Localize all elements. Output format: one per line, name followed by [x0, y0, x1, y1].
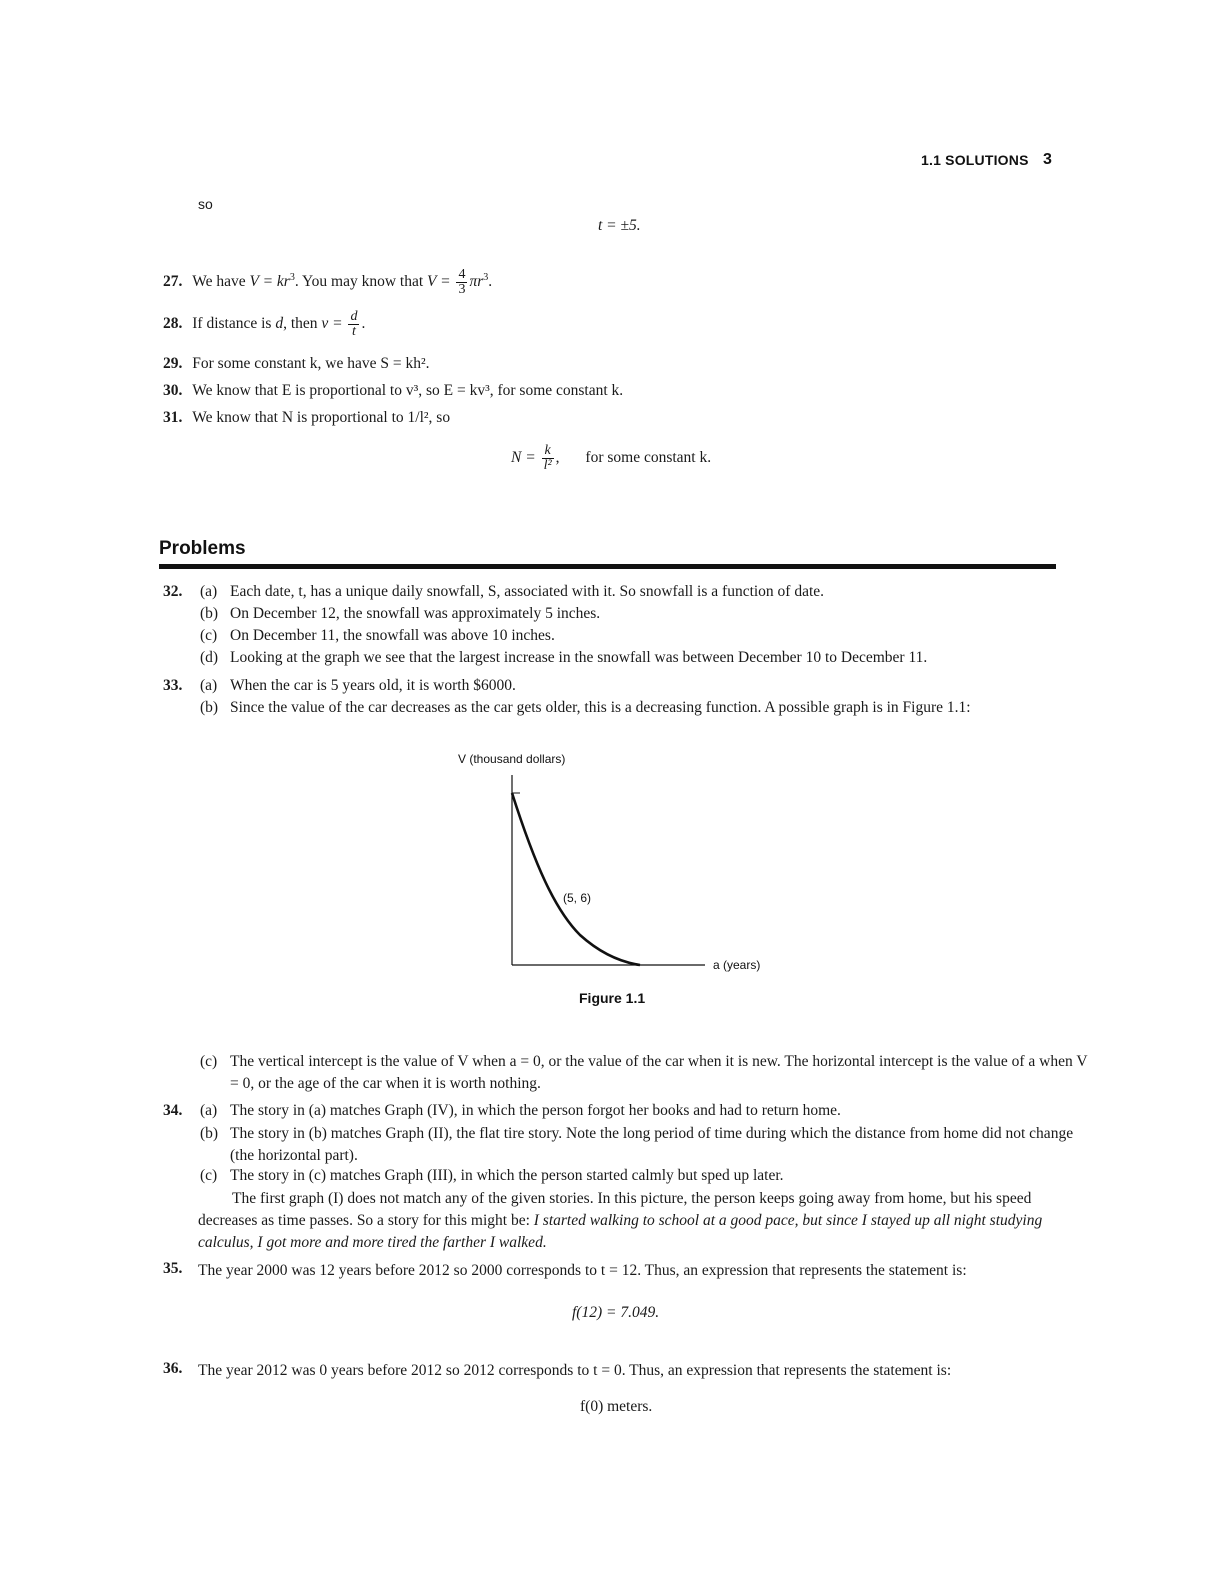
problem-35-equation: f(12) = 7.049.: [572, 1304, 660, 1321]
figure-1-1-graph: [500, 770, 720, 980]
problem-32c: (c) On December 11, the snowfall was above 10 inches.: [200, 627, 555, 644]
problem-33b: (b) Since the value of the car decreases as the car gets older, this is a decreasing function. A possible graph is in Figure 1.1:: [200, 699, 971, 716]
problem-35-text: The year 2000 was 12 years before 2012 so 2000 corresponds to t = 12. Thus, an expression that represents the statement is:: [198, 1262, 967, 1279]
section-title-problems: Problems: [159, 538, 246, 559]
problem-number-32: 32.: [163, 583, 183, 600]
problem-36-equation: f(0) meters.: [580, 1398, 653, 1415]
problem-36-text: The year 2012 was 0 years before 2012 so 2012 corresponds to t = 0. Thus, an expression that represents the statement is:: [198, 1362, 952, 1379]
figure-point-label: (5, 6): [563, 891, 592, 905]
section-rule: [159, 564, 1056, 569]
fraction: $\frac{d}{t}$: [350, 309, 358, 339]
problem-32b: (b) On December 12, the snowfall was approximately 5 inches.: [200, 605, 601, 622]
problem-33c: (c) The vertical intercept is the value of V when a = 0, or the value of the car when it is new. The horizontal intercept is the value of a when V = 0, or the age of the car when it is worth nothing.: [200, 1053, 1088, 1092]
solution-29: 29. For some constant k, we have S = kh².: [163, 355, 430, 372]
problem-number-33: 33.: [163, 677, 183, 694]
figure-y-axis-label: V (thousand dollars): [458, 752, 566, 766]
solution-number: 27.: [163, 273, 183, 291]
page-number: 3: [1043, 151, 1053, 168]
problem-34-paragraph: The first graph (I) does not match any of the given stories. In this picture, the person keeps going away from home, but his speed decreases as time passes. So a story for this might be: I started walking to school at a good pace, but since I stayed up all night studying calculus, I got more and more tired the farther I walked.: [198, 1190, 1043, 1251]
problem-number-34: 34.: [163, 1102, 183, 1119]
solution-30: 30. We know that E is proportional to v³, so E = kv³, for some constant k.: [163, 382, 624, 399]
problem-number-35: 35.: [163, 1260, 183, 1277]
problem-34c: (c) The story in (c) matches Graph (III), in which the person started calmly but sped up later.: [200, 1167, 784, 1184]
problem-34b: (b) The story in (b) matches Graph (II), the flat tire story. Note the long period of time during which the distance from home did not change (the horizontal part).: [200, 1125, 1074, 1164]
running-header-section: 1.1 SOLUTIONS: [921, 152, 1029, 168]
figure-x-axis-label: a (years): [713, 958, 761, 972]
solution-27: 27. We have $V = kr^3$. You may know that V = $\frac{4}{3}$ $\pi r^3$.: [163, 267, 493, 297]
problem-32d: (d) Looking at the graph we see that the largest increase in the snowfall was between December 10 to December 11.: [200, 649, 928, 666]
problem-33a: (a) When the car is 5 years old, it is worth $6000.: [200, 677, 516, 694]
fraction: $\frac{4}{3}$: [458, 267, 466, 297]
problem-number-36: 36.: [163, 1360, 183, 1377]
solution-28: 28. If distance is d, then v = $\frac{d}{t}$ .: [163, 309, 366, 339]
figure-caption: Figure 1.1: [579, 990, 646, 1006]
solution-31: 31. We know that N is proportional to 1/l², so: [163, 409, 451, 426]
fraction: $\frac{k}{\text{l²}}$: [543, 443, 552, 473]
problem-34a: (a) The story in (a) matches Graph (IV), in which the person forgot her books and had to return home.: [200, 1102, 841, 1119]
text-so: so: [198, 196, 213, 212]
equation-31: N = $\frac{k}{\text{l²}}$ , for some constant k.: [511, 443, 712, 473]
problem-32a: (a) Each date, t, has a unique daily snowfall, S, associated with it. So snowfall is a function of date.: [200, 583, 825, 600]
equation-t: t = ±5.: [598, 217, 641, 234]
